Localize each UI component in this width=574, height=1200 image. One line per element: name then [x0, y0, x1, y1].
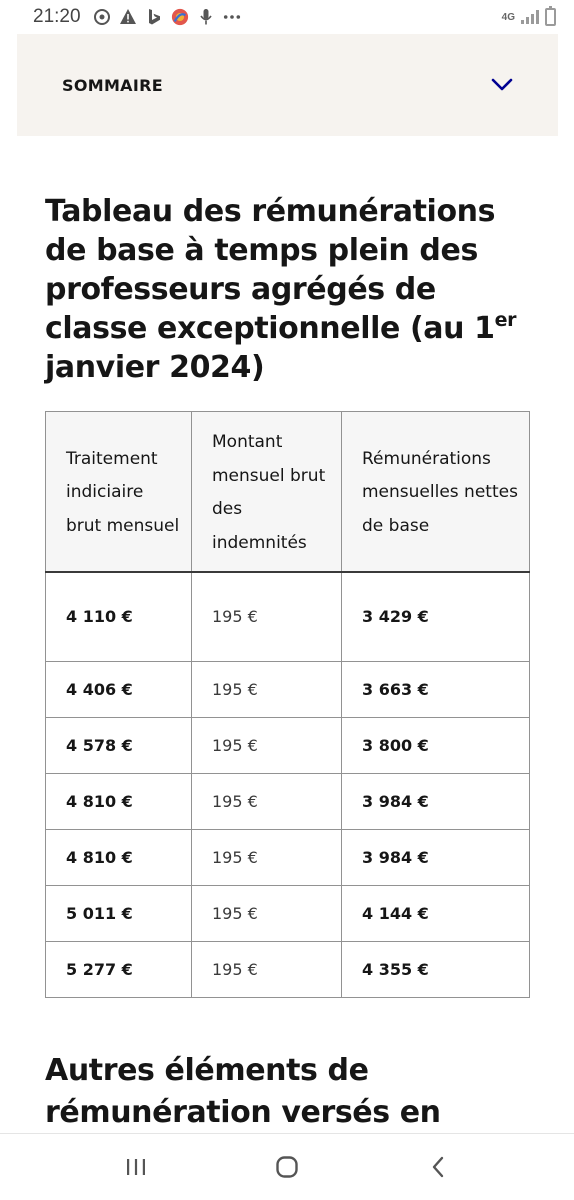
traitement-cell: 4 810 € — [46, 829, 192, 885]
indemnites-cell: 195 € — [192, 885, 342, 941]
traitement-cell: 5 277 € — [46, 941, 192, 997]
traitement-cell: 5 011 € — [46, 885, 192, 941]
back-icon[interactable] — [418, 1147, 458, 1187]
indemnites-cell: 195 € — [192, 941, 342, 997]
recents-icon[interactable] — [116, 1147, 156, 1187]
mic-icon — [197, 8, 215, 26]
column-header: Rémunérations mensuelles nettes de base — [342, 412, 530, 573]
sync-icon — [93, 8, 111, 26]
net-cell: 3 984 € — [342, 829, 530, 885]
more-icon — [223, 8, 241, 26]
traitement-cell: 4 406 € — [46, 661, 192, 717]
table-row — [46, 717, 530, 773]
table-row — [46, 885, 530, 941]
system-nav-bar — [0, 1133, 574, 1200]
status-notification-icons — [93, 8, 241, 26]
table-row — [46, 661, 530, 717]
bing-icon — [145, 8, 163, 26]
browser-icon — [171, 8, 189, 26]
traitement-cell: 4 110 € — [46, 572, 192, 661]
net-cell: 4 144 € — [342, 885, 530, 941]
sommaire-accordion[interactable] — [17, 34, 558, 136]
section-heading-autres-elements: Autres éléments de rémunération versés en — [45, 1053, 441, 1130]
table-row — [46, 941, 530, 997]
indemnites-cell: 195 € — [192, 773, 342, 829]
status-time: 21:20 — [33, 6, 81, 27]
home-icon[interactable] — [267, 1147, 307, 1187]
sommaire-label: SOMMAIRE — [62, 75, 163, 95]
table-row — [46, 829, 530, 885]
battery-icon — [545, 8, 556, 26]
net-cell: 4 355 € — [342, 941, 530, 997]
traitement-cell: 4 578 € — [46, 717, 192, 773]
indemnites-cell: 195 € — [192, 717, 342, 773]
indemnites-cell: 195 € — [192, 661, 342, 717]
signal-icon — [521, 10, 539, 24]
table-row — [46, 572, 530, 661]
column-header: Traitement indiciaire brut mensuel — [46, 412, 192, 573]
remuneration-table-wrapper — [45, 411, 529, 998]
net-cell: 3 800 € — [342, 717, 530, 773]
indemnites-cell: 195 € — [192, 572, 342, 661]
status-system-icons — [502, 8, 556, 26]
traitement-cell: 4 810 € — [46, 773, 192, 829]
net-cell: 3 429 € — [342, 572, 530, 661]
remuneration-table — [45, 411, 530, 998]
network-label: 4G — [501, 11, 515, 23]
column-header: Montant mensuel brut des indemnités — [192, 412, 342, 573]
net-cell: 3 663 € — [342, 661, 530, 717]
table-row — [46, 773, 530, 829]
warning-icon — [119, 8, 137, 26]
page-title-superscript: er — [494, 309, 517, 331]
page-title-main: Tableau des rémunérations de base à temps plein des professeurs agrégés de classe exceptionnelle (au 1 — [45, 194, 496, 346]
page-title — [45, 192, 545, 387]
net-cell: 3 984 € — [342, 773, 530, 829]
status-bar — [0, 0, 574, 34]
table-header-row — [46, 412, 530, 573]
page-title-end: janvier 2024) — [45, 350, 265, 385]
indemnites-cell: 195 € — [192, 829, 342, 885]
chevron-down-icon[interactable] — [491, 74, 513, 96]
